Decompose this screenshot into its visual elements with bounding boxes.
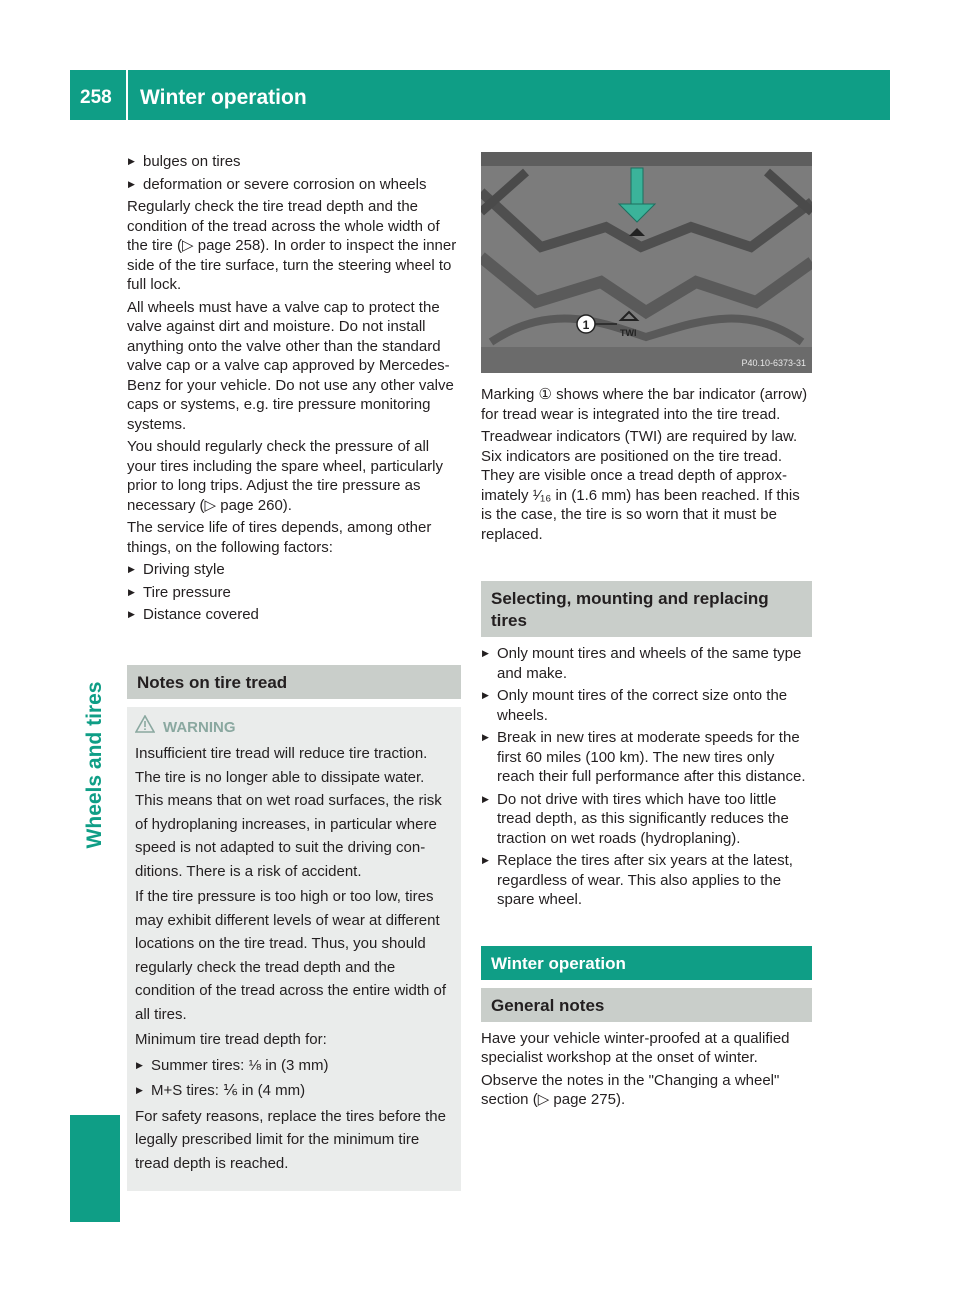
right-column	[481, 152, 812, 1113]
list-item: ▶ Only mount tires of the correct size onto the wheels.	[481, 686, 812, 725]
figure-twi-label: TWI	[620, 328, 637, 338]
paragraph-service-life: The service life of tires depends, among other things, on the following factors:	[127, 519, 432, 556]
paragraph-treadwear: Treadwear indicators (TWI) are required by law. Six indicators are positioned on the tire tread. They are visible once a tread depth of approximately ¹⁄₁₆ in (1.6 mm) has been reached. If this is the case, the tire is so worn that it must be replaced.	[481, 428, 800, 543]
warning-paragraph: Insufficient tire tread will reduce tire traction. The tire is no longer able to dissipate water. This means that on wet road surfaces, the risk of hydroplaning increases, in particular where speed is not adapted to suit the driving conditions. There is a risk of accident.	[135, 745, 442, 880]
left-column	[127, 152, 461, 1191]
warning-paragraph: Minimum tire tread depth for:	[135, 1031, 327, 1048]
paragraph-tread-check: Regularly check the tire tread depth and the condition of the tread across the whole width of the tire (▷ page 258). In order to inspect the inner side of the tire surface, turn the steering wheel to full lock.	[127, 198, 457, 293]
page-number: 258	[80, 87, 112, 108]
list-item: ▶ Break in new tires at moderate speeds for the first 60 miles (100 km). The new tires only reach their full performance after this distance.	[481, 728, 812, 787]
list-item: ▶ deformation or severe corrosion on wheels	[127, 175, 461, 195]
warning-title: WARNING	[163, 718, 236, 736]
paragraph-valve-cap: All wheels must have a valve cap to protect the valve against dirt and moisture. Do not install anything onto the valve other than the standard valve cap or a valve cap approved by Mercedes-Benz for your vehicle. Do not use any other valve caps or systems, e.g. tire pressure monitoring systems.	[127, 298, 454, 433]
figure-code: P40.10-6373-31	[741, 358, 806, 368]
list-item: ▶ M+S tires: ⅙ in (4 mm)	[135, 1079, 453, 1103]
list-item: ▶ Replace the tires after six years at the latest, regardless of wear. This also applies to the spare wheel.	[481, 851, 812, 910]
warning-paragraph: If the tire pressure is too high or too low, tires may exhibit different levels of wear at different locations on the tire tread. Thus, you should regularly check the tread depth and the condition of the tread across the entire width of all tires.	[135, 888, 447, 1023]
list-item: ▶ Only mount tires and wheels of the same type and make.	[481, 644, 812, 683]
warning-paragraph: For safety reasons, replace the tires before the legally prescribed limit for the minimum tire tread depth is reached.	[135, 1107, 446, 1172]
section-heading-general-notes: General notes	[481, 988, 812, 1022]
list-item: ▶ Summer tires: ⅛ in (3 mm)	[135, 1054, 453, 1078]
list-item: ▶ Tire pressure	[127, 583, 461, 603]
header-divider	[126, 70, 128, 120]
section-heading-tire-tread: Notes on tire tread	[127, 665, 461, 699]
list-item: ▶ Driving style	[127, 560, 461, 580]
paragraph-marking: Marking ① shows where the bar indicator (arrow) for tread wear is integrated into the tire tread.	[481, 386, 808, 423]
list-item: ▶ Distance covered	[127, 605, 461, 625]
paragraph-tire-pressure: You should regularly check the pressure of all your tires including the spare wheel, particularly prior to long trips. Adjust the tire pressure as necessary (▷ page 260).	[127, 438, 443, 514]
paragraph-changing-wheel: Observe the notes in the "Changing a wheel" section (▷ page 275).	[481, 1071, 780, 1108]
list-item: ▶ Do not drive with tires which have too little tread depth, as this significantly reduces the traction on wet roads (hydroplaning).	[481, 790, 812, 849]
side-tab-marker	[70, 1115, 120, 1222]
side-tab-label: Wheels and tires	[83, 681, 106, 849]
figure-marker-label: 1	[582, 318, 590, 332]
warning-triangle-icon	[135, 715, 155, 741]
warning-header	[135, 715, 453, 741]
warning-box	[127, 707, 461, 1192]
section-heading-winter-operation: Winter operation	[481, 946, 812, 980]
section-heading-selecting-tires: Selecting, mounting and replacing tires	[481, 581, 812, 637]
list-item: ▶ bulges on tires	[127, 152, 461, 172]
paragraph-general-notes: Have your vehicle winter-proofed at a qualified specialist workshop at the onset of winter.	[481, 1029, 790, 1066]
page-title: Winter operation	[140, 86, 307, 109]
tire-tread-figure	[481, 152, 812, 373]
